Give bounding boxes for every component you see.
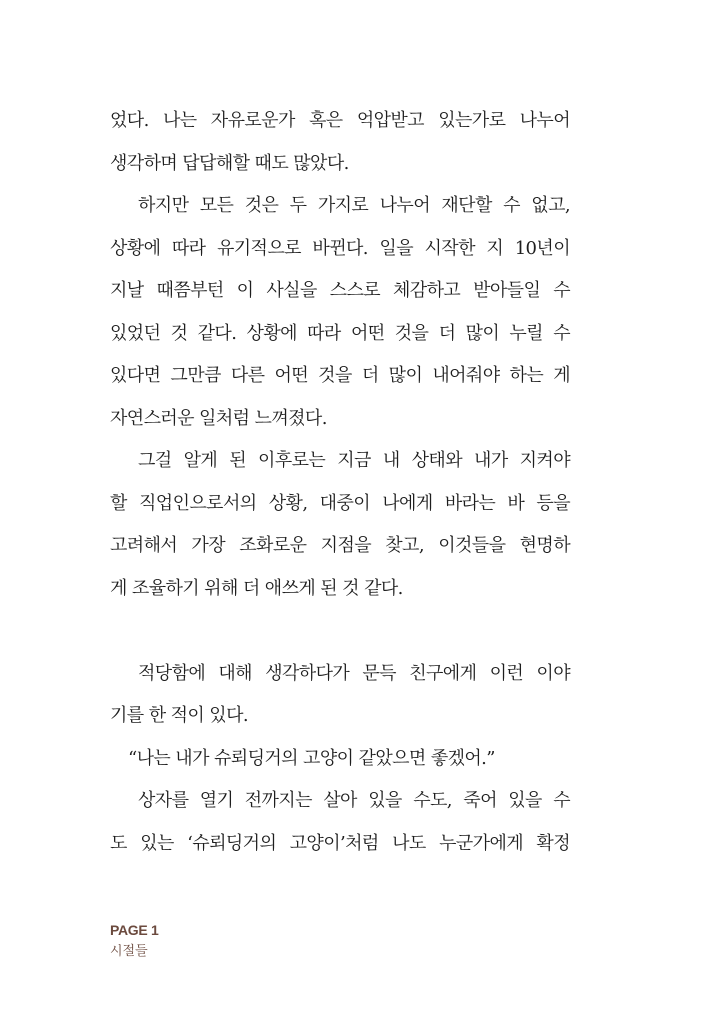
text-line: 있다면 그만큼 다른 어떤 것을 더 많이 내어줘야 하는 게: [110, 365, 570, 386]
page-footer: [110, 921, 159, 961]
text-line: 적당함에 대해 생각하다가 문득 친구에게 이런 이야: [138, 662, 570, 684]
page-number-label: PAGE 1: [110, 922, 159, 938]
text-line: 상자를 열기 전까지는 살아 있을 수도, 죽어 있을 수: [138, 790, 570, 811]
text-line: 게 조율하기 위해 더 애쓰게 된 것 같다.: [110, 577, 403, 599]
text-line: 있었던 것 같다. 상황에 따라 어떤 것을 더 많이 누릴 수: [110, 322, 570, 344]
text-line: 었다. 나는 자유로운가 혹은 억압받고 있는가로 나누어: [110, 110, 570, 131]
text-line: 기를 한 적이 있다.: [110, 705, 249, 726]
body-text: [110, 100, 570, 865]
text-line: 도 있는 ‘슈뢰딩거의 고양이’처럼 나도 누군가에게 확정: [110, 832, 570, 854]
text-line: 할 직업인으로서의 상황, 대중이 나에게 바라는 바 등을: [110, 492, 570, 514]
paragraph-gap: [110, 610, 570, 653]
quote-line: “나는 내가 슈뢰딩거의 고양이 같았으면 좋겠어.”: [128, 747, 495, 769]
text-line: 하지만 모든 것은 두 가지로 나누어 재단할 수 없고,: [138, 195, 570, 216]
text-line: 지날 때쯤부턴 이 사실을 스스로 체감하고 받아들일 수: [110, 280, 570, 301]
book-title: 시절들: [110, 943, 148, 958]
text-line: 상황에 따라 유기적으로 바뀐다. 일을 시작한 지 10년이: [110, 237, 570, 259]
text-line: 자연스러운 일처럼 느껴졌다.: [110, 407, 327, 429]
text-line: 그걸 알게 된 이후로는 지금 내 상태와 내가 지켜야: [138, 450, 570, 471]
text-line: 생각하며 답답해할 때도 많았다.: [110, 152, 349, 174]
text-line: 고려해서 가장 조화로운 지점을 찾고, 이것들을 현명하: [110, 535, 570, 556]
